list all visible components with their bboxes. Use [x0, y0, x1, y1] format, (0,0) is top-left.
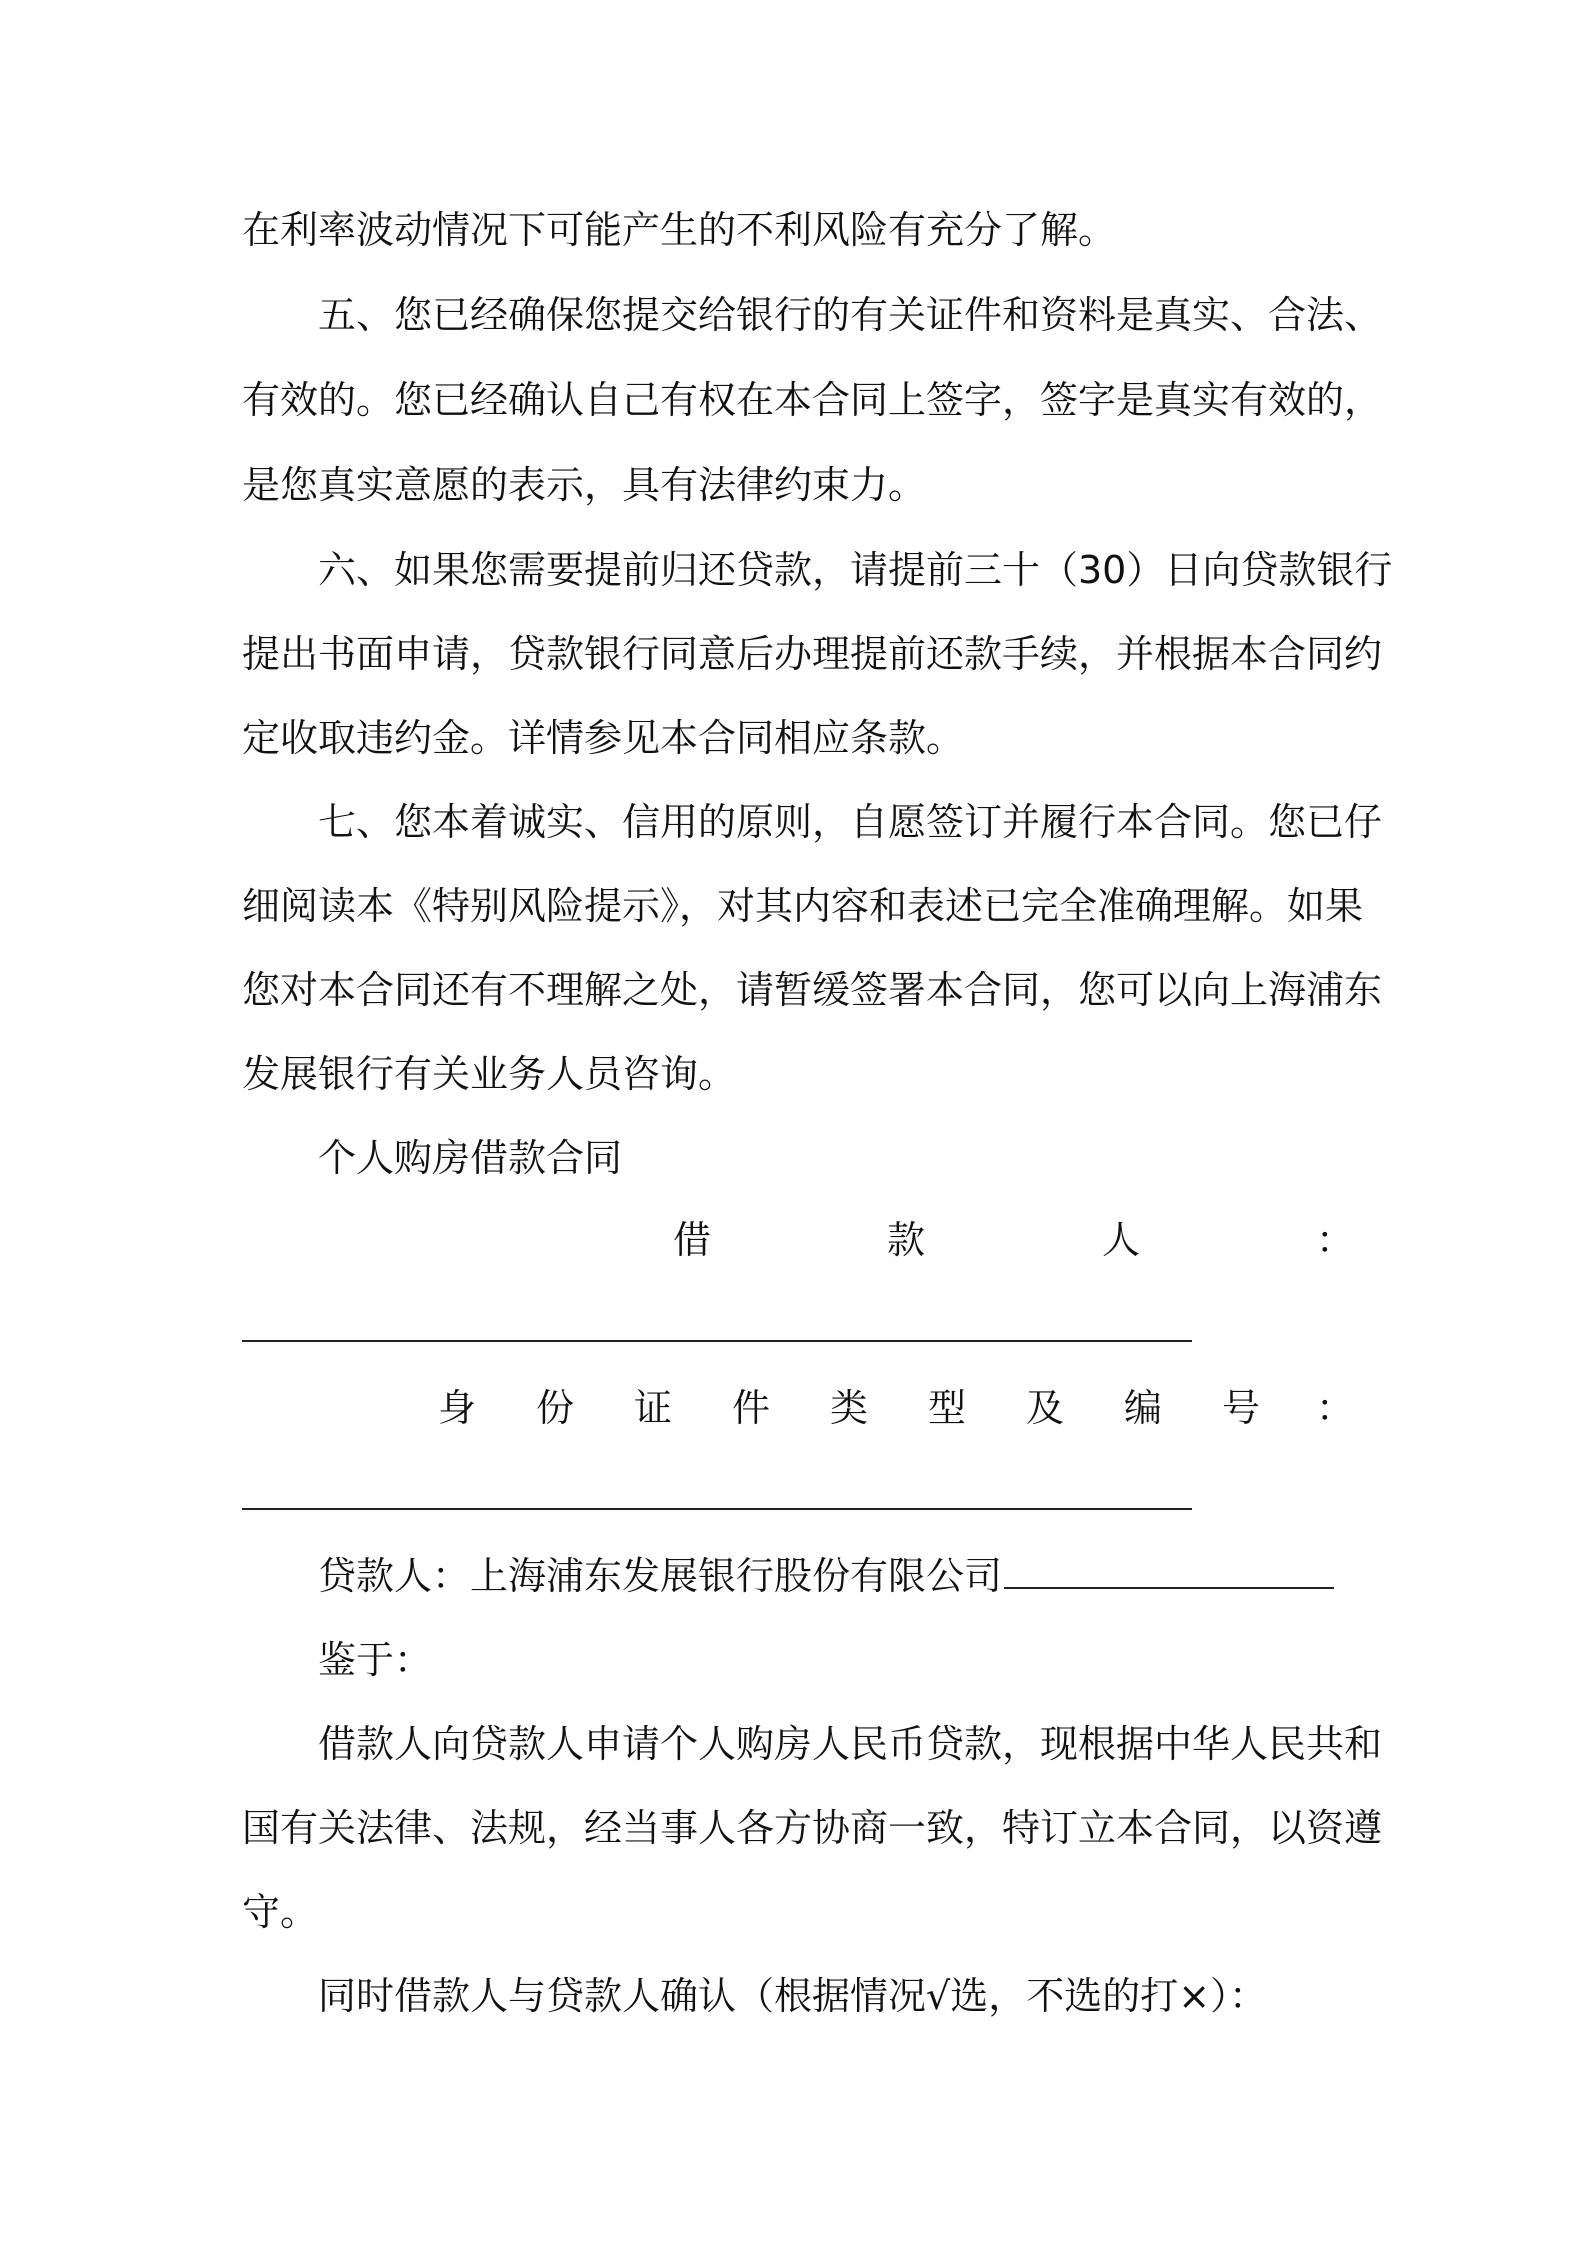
contract-title: 个人购房借款合同: [318, 1136, 623, 1180]
paragraph-4-tail: 在利率波动情况下可能产生的不利风险有充分了解。: [242, 208, 1117, 252]
borrower-char-3: 人: [1101, 1218, 1140, 1262]
id-char-6: 型: [927, 1386, 966, 1430]
paragraph-6-line-2: 提出书面申请，贷款银行同意后办理提前还款手续，并根据本合同约: [242, 632, 1383, 676]
id-char-4: 件: [731, 1386, 770, 1430]
id-char-8: 编: [1123, 1386, 1162, 1430]
paragraph-6-line-1: 六、如果您需要提前归还贷款，请提前三十（30）日向贷款银行: [318, 548, 1393, 592]
paragraph-5-line-1: 五、您已经确保您提交给银行的有关证件和资料是真实、合法、: [318, 293, 1383, 337]
lender-text: 贷款人：上海浦东发展银行股份有限公司: [318, 1554, 1003, 1598]
id-char-3: 证: [633, 1386, 672, 1430]
lender-blank: [1004, 1587, 1334, 1589]
paragraph-7-line-2: 细阅读本《特别风险提示》，对其内容和表述已完全准确理解。如果: [242, 884, 1364, 928]
paragraph-7-line-4: 发展银行有关业务人员咨询。: [242, 1052, 737, 1096]
intro-line-1: 借款人向贷款人申请个人购房人民币贷款，现根据中华人民共和: [318, 1722, 1383, 1766]
id-char-5: 类: [829, 1386, 868, 1430]
id-number-line: [242, 1508, 1192, 1510]
borrower-char-2: 款: [886, 1218, 925, 1262]
whereas-label: 鉴于：: [318, 1638, 433, 1682]
intro-line-3: 守。: [242, 1890, 319, 1934]
borrower-char-4: ：: [1315, 1218, 1354, 1262]
confirmation-line: 同时借款人与贷款人确认（根据情况√选，不选的打×）：: [318, 1974, 1268, 2018]
id-char-1: 身: [437, 1386, 476, 1430]
paragraph-6-line-3: 定收取违约金。详情参见本合同相应条款。: [242, 716, 965, 760]
borrower-signature-line: [242, 1340, 1192, 1342]
borrower-char-1: 借: [672, 1218, 711, 1262]
intro-line-2: 国有关法律、法规，经当事人各方协商一致，特订立本合同，以资遵: [242, 1806, 1383, 1850]
paragraph-5-line-3: 是您真实意愿的表示，具有法律约束力。: [242, 463, 927, 507]
id-char-7: 及: [1025, 1386, 1064, 1430]
id-char-10: ：: [1315, 1386, 1354, 1430]
lender-line: [318, 1550, 1428, 1602]
paragraph-5-line-2: 有效的。您已经确认自己有权在本合同上签字，签字是真实有效的，: [242, 378, 1383, 422]
paragraph-7-line-1: 七、您本着诚实、信用的原则，自愿签订并履行本合同。您已仔: [318, 800, 1383, 844]
id-char-2: 份: [535, 1386, 574, 1430]
id-char-9: 号: [1221, 1386, 1260, 1430]
paragraph-7-line-3: 您对本合同还有不理解之处，请暂缓签署本合同，您可以向上海浦东: [242, 968, 1383, 1012]
